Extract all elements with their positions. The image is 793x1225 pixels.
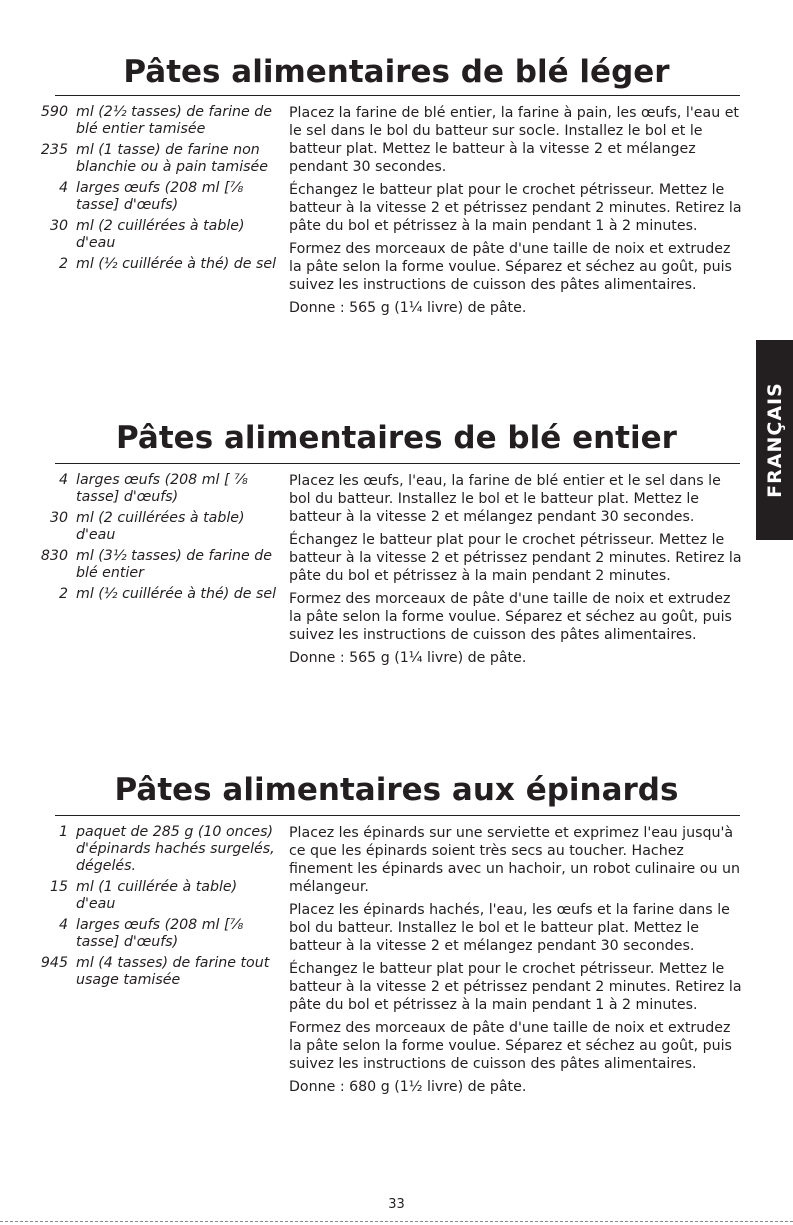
ingredient-desc: ml (2 cuillérées à table) d'eau [76, 510, 245, 543]
instruction-step: Placez les épinards sur une serviette et exprimez l'eau jusqu'à ce que les épinards soient très secs au toucher. Hachez finement les épinards avec un hachoir, un robot culinaire ou un mélangeur. [289, 825, 740, 895]
ingredient-desc: ml (2 cuillérées à table) d'eau [76, 218, 245, 251]
instruction-step: Placez les épinards hachés, l'eau, les œufs et la farine dans le bol du batteur. Installez le bol et le batteur plat. Mettez le batteur à la vitesse 2 et mélangez pendant 30 secondes. [289, 902, 730, 954]
ingredient-desc: paquet de 285 g (10 onces) d'épinards hachés surgelés, dégelés. [76, 824, 275, 874]
ingredient-item [30, 586, 280, 603]
title-rule [55, 815, 740, 816]
ingredient-desc: ml (1 tasse) de farine non blanchie ou à pain tamisée [76, 142, 269, 175]
ingredient-list [30, 472, 280, 607]
ingredient-desc: ml (½ cuillérée à thé) de sel [76, 586, 277, 602]
ingredient-item [30, 256, 280, 273]
instruction-step: Échangez le batteur plat pour le crochet pétrisseur. Mettez le batteur à la vitesse 2 et pétrissez pendant 2 minutes. Retirez la pâte du bol et pétrissez à la main pendant 2 minutes. [289, 532, 742, 584]
ingredient-qty: 235 [40, 142, 68, 158]
ingredient-item [30, 955, 280, 989]
yield-text: Donne : 565 g (1¼ livre) de pâte. [289, 650, 527, 666]
ingredient-qty: 2 [58, 586, 68, 602]
ingredient-item [30, 879, 280, 913]
ingredient-qty: 4 [58, 472, 68, 488]
instruction-list [289, 472, 744, 672]
ingredient-qty: 945 [40, 955, 68, 971]
ingredient-desc: larges œufs (208 ml [⅞ tasse] d'œufs) [76, 917, 244, 950]
language-tab [756, 340, 793, 540]
title-rule [55, 95, 740, 96]
ingredient-qty: 4 [58, 180, 68, 196]
ingredient-item [30, 104, 280, 138]
yield-text: Donne : 680 g (1½ livre) de pâte. [289, 1079, 527, 1095]
instruction-step: Échangez le batteur plat pour le crochet pétrisseur. Mettez le batteur à la vitesse 2 et pétrissez pendant 2 minutes. Retirez la pâte du bol et pétrissez à la main pendant 1 à 2 minutes. [289, 961, 742, 1013]
ingredient-qty: 4 [58, 917, 68, 933]
ingredient-qty: 30 [49, 510, 68, 526]
ingredient-desc: ml (1 cuillérée à table) d'eau [76, 879, 238, 912]
ingredient-item [30, 142, 280, 176]
yield-text: Donne : 565 g (1¼ livre) de pâte. [289, 300, 527, 316]
ingredient-desc: ml (½ cuillérée à thé) de sel [76, 256, 277, 272]
ingredient-qty: 15 [49, 879, 68, 895]
instruction-step: Placez la farine de blé entier, la farine à pain, les œufs, l'eau et le sel dans le bol du batteur sur socle. Installez le bol et le batteur plat. Mettez le batteur à la vitesse 2 et mélangez pendant 30 secondes. [289, 105, 739, 175]
page-number: 33 [388, 1197, 405, 1212]
ingredient-desc: ml (2½ tasses) de farine de blé entier tamisée [76, 104, 272, 137]
page-bottom-divider [0, 1221, 793, 1222]
instruction-step: Placez les œufs, l'eau, la farine de blé entier et le sel dans le bol du batteur. Installez le bol et le batteur plat. Mettez le batteur à la vitesse 2 et mélangez pendant 30 secondes. [289, 473, 721, 525]
recipe-title: Pâtes alimentaires de blé léger [123, 54, 670, 90]
ingredient-list [30, 104, 280, 277]
ingredient-qty: 590 [40, 104, 68, 120]
ingredient-qty: 2 [58, 256, 68, 272]
ingredient-item [30, 180, 280, 214]
ingredient-desc: larges œufs (208 ml [ ⅞ tasse] d'œufs) [76, 472, 248, 505]
recipe-title: Pâtes alimentaires aux épinards [114, 772, 679, 808]
ingredient-item [30, 472, 280, 506]
ingredient-desc: ml (3½ tasses) de farine de blé entier [76, 548, 272, 581]
instruction-step: Formez des morceaux de pâte d'une taille de noix et extrudez la pâte selon la forme voulue. Séparez et séchez au goût, puis suivez les instructions de cuisson des pâtes alimentaires. [289, 591, 732, 643]
ingredient-item [30, 218, 280, 252]
ingredient-desc: larges œufs (208 ml [⅞ tasse] d'œufs) [76, 180, 244, 213]
ingredient-qty: 830 [40, 548, 68, 564]
ingredient-desc: ml (4 tasses) de farine tout usage tamisée [76, 955, 270, 988]
ingredient-list [30, 824, 280, 993]
ingredient-qty: 30 [49, 218, 68, 234]
ingredient-item [30, 510, 280, 544]
title-rule [55, 463, 740, 464]
instruction-step: Formez des morceaux de pâte d'une taille de noix et extrudez la pâte selon la forme voulue. Séparez et séchez au goût, puis suivez les instructions de cuisson des pâtes alimentaires. [289, 1020, 732, 1072]
ingredient-item [30, 917, 280, 951]
ingredient-item [30, 824, 280, 875]
instruction-list [289, 824, 744, 1101]
ingredient-qty: 1 [58, 824, 68, 840]
instruction-list [289, 104, 744, 322]
recipe-title: Pâtes alimentaires de blé entier [116, 420, 677, 456]
instruction-step: Échangez le batteur plat pour le crochet pétrisseur. Mettez le batteur à la vitesse 2 et pétrissez pendant 2 minutes. Retirez la pâte du bol et pétrissez à la main pendant 1 à 2 minutes. [289, 182, 742, 234]
ingredient-item [30, 548, 280, 582]
language-tab-label: FRANÇAIS [763, 382, 786, 498]
instruction-step: Formez des morceaux de pâte d'une taille de noix et extrudez la pâte selon la forme voulue. Séparez et séchez au goût, puis suivez les instructions de cuisson des pâtes alimentaires. [289, 241, 732, 293]
